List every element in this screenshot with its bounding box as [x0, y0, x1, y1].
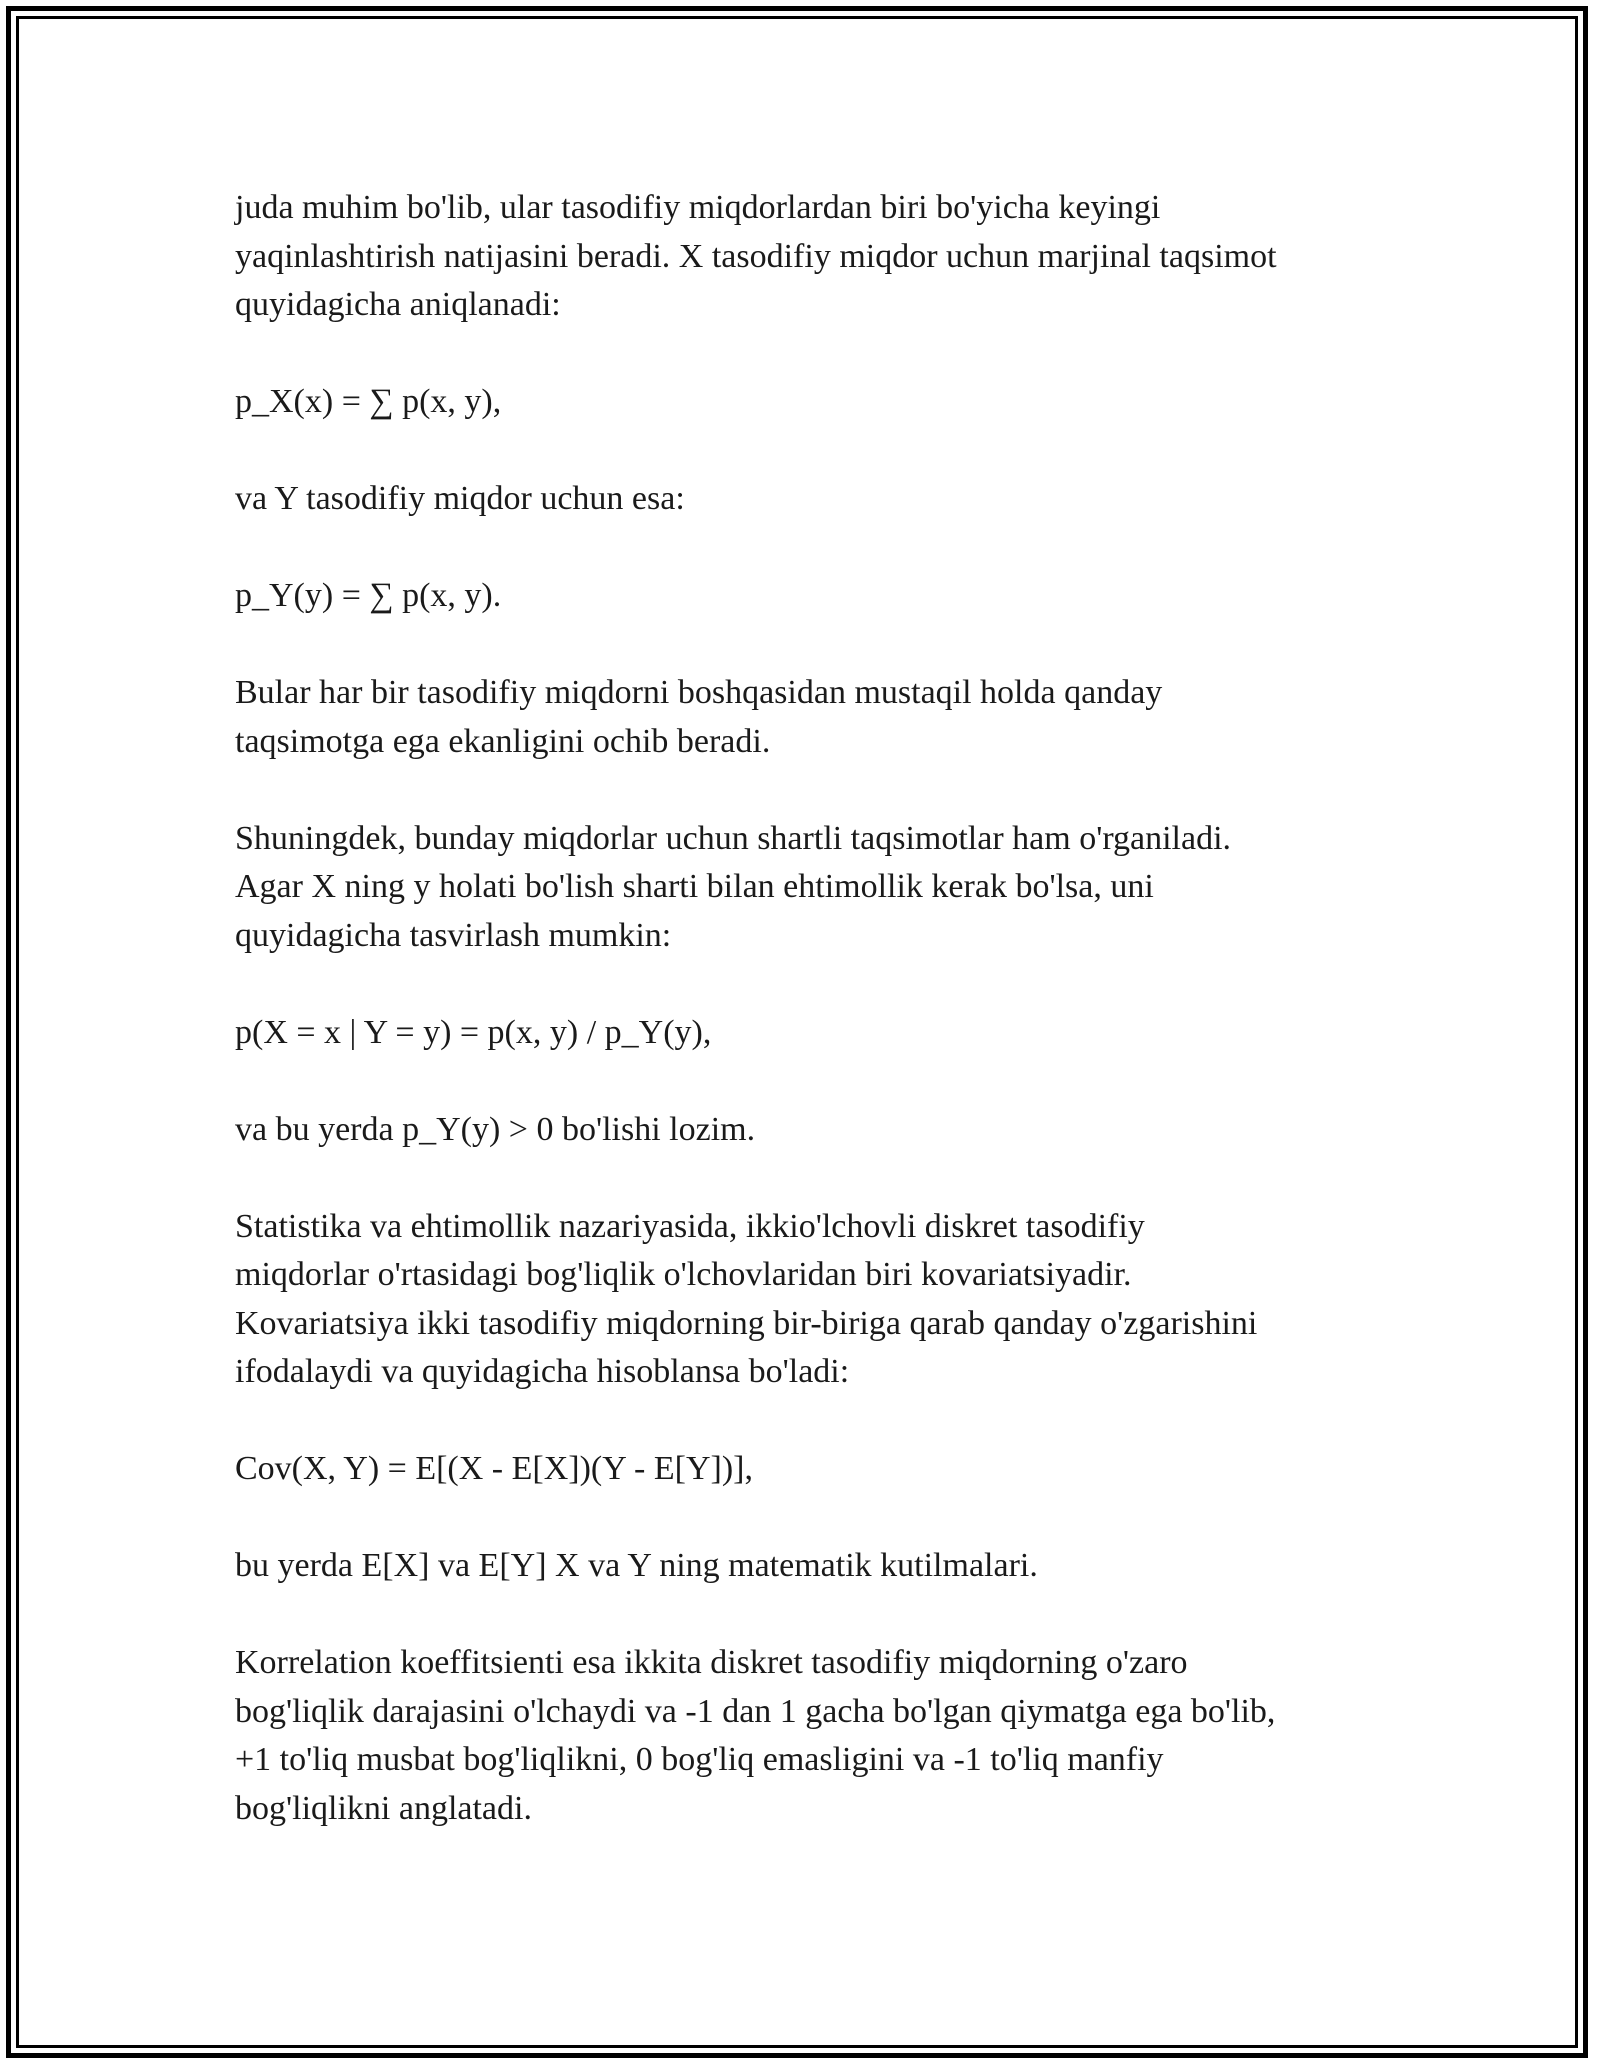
formula-marginal-x: p_X(x) = ∑ p(x, y),	[235, 383, 502, 420]
paragraph-expectations: bu yerda E[X] va E[Y] X va Y ning matematik kutilmalari.	[235, 1547, 1038, 1584]
formula-marginal-y: p_Y(y) = ∑ p(x, y).	[235, 577, 502, 614]
paragraph-independence: Bular har bir tasodifiy miqdorni boshqasidan mustaqil holda qanday taqsimotga ega ekanligini ochib beradi.	[235, 674, 1163, 760]
document-body	[235, 184, 1395, 1833]
paragraph-conditional: Shuningdek, bunday miqdorlar uchun shartli taqsimotlar ham o'rganiladi. Agar X ning y holati bo'lish sharti bilan ehtimollik kerak bo'lsa, uni quyidagicha tasvirlash mumkin:	[235, 819, 1232, 954]
paragraph-covariance: Statistika va ehtimollik nazariyasida, ikkio'lchovli diskret tasodifiy miqdorlar o'rtasidagi bog'liqlik o'lchovlaridan biri kovariatsiyadir. Kovariatsiya ikki tasodifiy miqdorning bir-biriga qarab qanday o'zgarishini ifodalaydi va quyidagicha hisoblansa bo'ladi:	[235, 1207, 1258, 1390]
paragraph-condition: va bu yerda p_Y(y) > 0 bo'lishi lozim.	[235, 1110, 756, 1148]
formula-conditional: p(X = x | Y = y) = p(x, y) / p_Y(y),	[235, 1013, 712, 1051]
paragraph-intro: juda muhim bo'lib, ular tasodifiy miqdorlardan biri bo'yicha keyingi yaqinlashtirish natijasini beradi. X tasodifiy miqdor uchun marjinal taqsimot quyidagicha aniqlanadi:	[235, 189, 1277, 323]
paragraph-correlation: Korrelation koeffitsienti esa ikkita diskret tasodifiy miqdorning o'zaro bog'liqlik darajasini o'lchaydi va -1 dan 1 gacha bo'lgan qiymatga ega bo'lib, +1 to'liq musbat bog'liqlikni, 0 bog'liq emasligini va -1 to'liq manfiy bog'liqlikni anglatadi.	[235, 1644, 1276, 1827]
formula-covariance: Cov(X, Y) = E[(X - E[X])(Y - E[Y])],	[235, 1450, 753, 1487]
paragraph-y-intro: va Y tasodifiy miqdor uchun esa:	[235, 480, 685, 517]
